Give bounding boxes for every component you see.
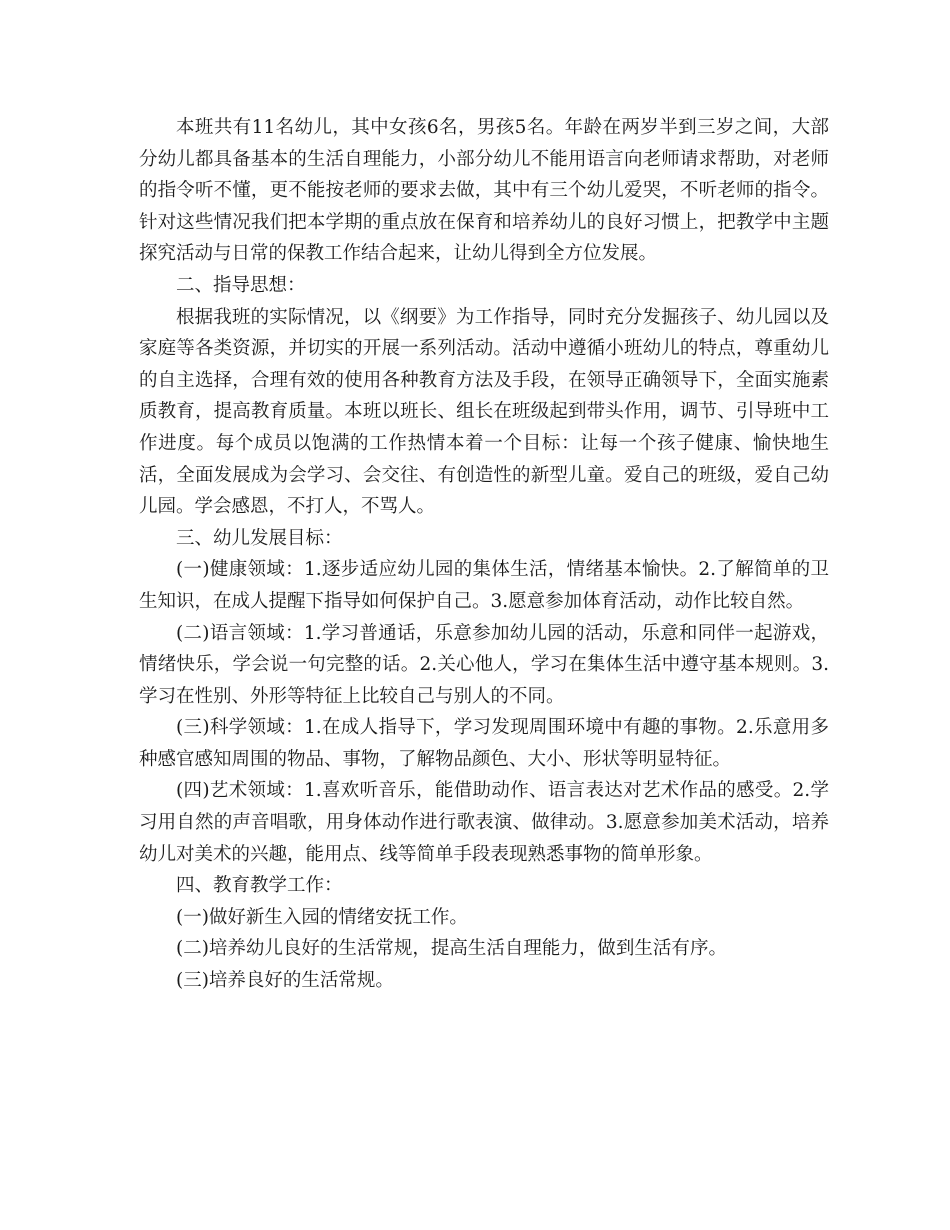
list-item-teaching-1: (一)做好新生入园的情绪安抚工作。 [176,906,468,928]
paragraph-language-domain: (二)语言领域：1.学习普通话，乐意参加幼儿园的活动，乐意和同伴一起游戏，情绪快乐，学会说一句完整的话。2.关心他人，学习在集体生活中遵守基本规则。3.学习在性别、外形等特征上比较自己与别人的不同。 [139,622,829,707]
list-item-teaching-2: (二)培养幼儿良好的生活常规，提高生活自理能力，做到生活有序。 [176,938,727,960]
list-item-teaching-3: (三)培养良好的生活常规。 [176,970,394,992]
paragraph-art-domain: (四)艺术领域：1.喜欢听音乐，能借助动作、语言表达对艺术作品的感受。2.学习用自然的声音唱歌，用身体动作进行歌表演、做律动。3.愿意参加美术活动，培养幼儿对美术的兴趣，能用点、线等简单手段表现熟悉事物的简单形象。 [139,780,829,865]
paragraph-class-overview: 本班共有11名幼儿，其中女孩6名，男孩5名。年龄在两岁半到三岁之间，大部分幼儿都具备基本的生活自理能力，小部分幼儿不能用语言向老师请求帮助，对老师的指令听不懂，更不能按老师的要求去做，其中有三个幼儿爱哭，不听老师的指令。针对这些情况我们把本学期的重点放在保育和培养幼儿的良好习惯上，把教学中主题探究活动与日常的保教工作结合起来，让幼儿得到全方位发展。 [139,117,829,265]
paragraph-guiding-ideas: 根据我班的实际情况，以《纲要》为工作指导，同时充分发掘孩子、幼儿园以及家庭等各类资源，并切实的开展一系列活动。活动中遵循小班幼儿的特点，尊重幼儿的自主选择，合理有效的使用各种教育方法及手段，在领导正确领导下，全面实施素质教育，提高教育质量。本班以班长、组长在班级起到带头作用，调节、引导班中工作进度。每个成员以饱满的工作热情本着一个目标：让每一个孩子健康、愉快地生活，全面发展成为会学习、会交往、有创造性的新型儿童。爱自己的班级，爱自己幼儿园。学会感恩，不打人，不骂人。 [139,306,829,518]
heading-teaching-work: 四、教育教学工作： [176,875,343,897]
heading-guiding-ideas: 二、指导思想： [176,274,306,296]
paragraph-science-domain: (三)科学领域：1.在成人指导下，学习发现周围环境中有趣的事物。2.乐意用多种感官感知周围的物品、事物，了解物品颜色、大小、形状等明显特征。 [139,717,829,770]
document-body [139,112,829,997]
paragraph-health-domain: (一)健康领域：1.逐步适应幼儿园的集体生活，情绪基本愉快。2.了解简单的卫生知识，在成人提醒下指导如何保护自己。3.愿意参加体育活动，动作比较自然。 [139,559,829,612]
heading-development-goals: 三、幼儿发展目标： [176,527,343,549]
